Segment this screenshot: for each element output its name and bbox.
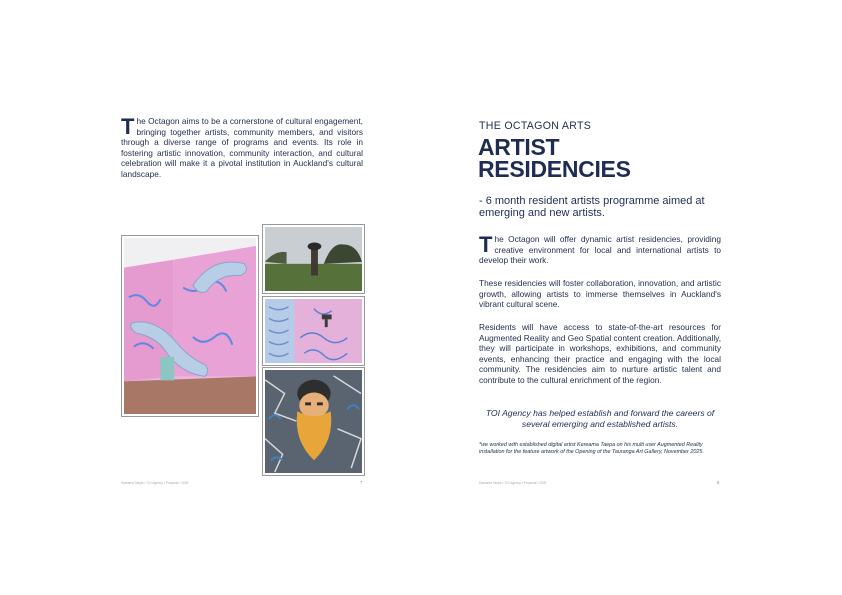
paragraph-1 [479,234,721,266]
section-eyebrow: THE OCTAGON ARTS [479,120,592,132]
dropcap: T [479,232,493,257]
intro-paragraph [121,116,363,180]
paragraph-1-text: he Octagon will offer dynamic artist residencies, providing creative environment for local and international artists to develop their work. [479,234,721,266]
page-title [478,136,631,180]
pull-quote: TOI Agency has helped establish and forward the careers of several emerging and established artists. [485,408,715,429]
left-page-number: 7 [360,480,363,485]
paragraph-2: These residencies will foster collaboration, innovation, and artistic growth, allowing artists to immerse themselves in Auckland's vibrant cultural scene. [479,278,721,310]
dropcap: T [121,114,135,139]
right-footer: Kareama Taepa • TOI Agency • Proposal • 2025 [479,481,547,485]
paragraph-3: Residents will have access to state-of-the-art resources for Augmented Reality and Geo Spatial content creation. Additionally, they will participate in workshops, exhibitions, and community events, enhancing their practice and engaging with the local community. The residencies aim to nurture artistic talent and contribute to the cultural enrichment of the region. [479,322,721,385]
intro-text: he Octagon aims to be a cornerstone of cultural engagement, bringing together artists, community members, and visitors through a diverse range of programs and events. Its role in fostering artistic innovation, community interaction, and cultural celebration will make it a pivotal institution in Auckland's cultural landscape. [121,116,363,179]
right-page-number: 8 [717,480,720,485]
ar-artwork-photo [262,296,365,366]
footnote: *we worked with established digital artist Kereama Taepa on his multi user Augmented Reality installation for the feature artwork of the Opening of the Tauranga Art Gallery, November 2025. [479,442,704,456]
gallery-room-photo [121,235,259,417]
sculpture-landscape-photo [262,224,365,294]
left-footer: Kareama Taepa • TOI Agency • Proposal • 2025 [121,481,189,485]
street-art-portrait-photo [262,367,365,476]
subtitle: - 6 month resident artists programme aimed at emerging and new artists. [479,195,705,219]
title-line-2: RESIDENCIES [478,156,631,182]
title-line-1: ARTIST [478,134,560,160]
